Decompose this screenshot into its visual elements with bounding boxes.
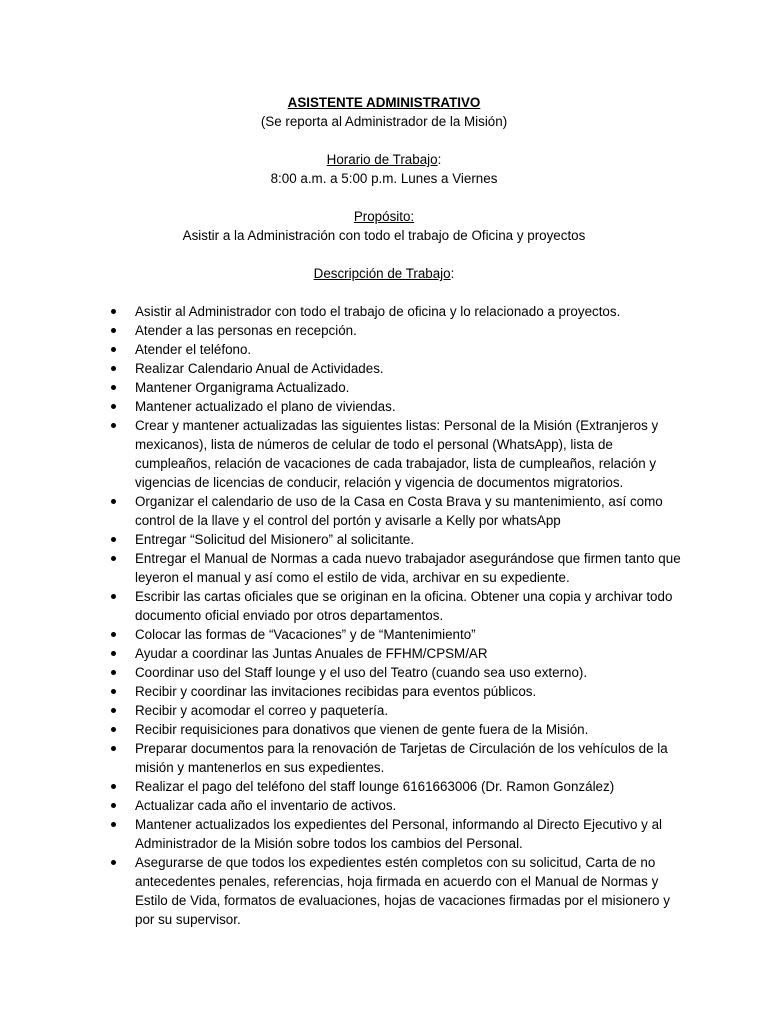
duty-text: Crear y mantener actualizadas las siguientes listas: Personal de la Misión (Extranjeros y mexicanos), lista de números de celular de todo el personal (WhatsApp), lista de cumpleaños, relación de vacaciones de cada trabajador, lista de cumpleaños, relación y vigencias de licencias de conducir, relación y vigencia de documentos migratorios. xyxy=(135,418,659,490)
duty-item xyxy=(135,416,683,492)
duty-text: Colocar las formas de “Vacaciones” y de “Mantenimiento” xyxy=(135,627,476,642)
bullet-icon xyxy=(111,651,116,656)
duty-item xyxy=(135,587,683,625)
duty-text: Actualizar cada año el inventario de activos. xyxy=(135,798,397,813)
duty-item xyxy=(135,530,683,549)
duty-text: Atender el teléfono. xyxy=(135,342,252,357)
bullet-icon xyxy=(111,784,116,789)
bullet-icon xyxy=(111,632,116,637)
bullet-icon xyxy=(111,594,116,599)
description-heading xyxy=(0,264,768,283)
purpose-value: Asistir a la Administración con todo el trabajo de Oficina y proyectos xyxy=(182,228,586,243)
duty-text: Recibir requisiciones para donativos que vienen de gente fuera de la Misión. xyxy=(135,722,589,737)
bullet-icon xyxy=(111,328,116,333)
bullet-icon xyxy=(111,347,116,352)
bullet-icon xyxy=(111,385,116,390)
duty-text: Mantener Organigrama Actualizado. xyxy=(135,380,350,395)
bullet-icon xyxy=(111,822,116,827)
bullet-icon xyxy=(111,689,116,694)
duty-text: Recibir y acomodar el correo y paquetería. xyxy=(135,703,389,718)
duty-text: Organizar el calendario de uso de la Casa en Costa Brava y su mantenimiento, así como control de la llave y el control del portón y avisarle a Kelly por whatsApp xyxy=(135,494,663,528)
bullet-icon xyxy=(111,556,116,561)
duty-text: Entregar el Manual de Normas a cada nuevo trabajador asegurándose que firmen tanto que leyeron el manual y así como el estilo de vida, archivar en su expediente. xyxy=(135,551,681,585)
bullet-icon xyxy=(111,670,116,675)
duty-text: Asegurarse de que todos los expedientes estén completos con su solicitud, Carta de no antecedentes penales, referencias, hoja firmada en acuerdo con el Manual de Normas y Estilo de Vida, formatos de evaluaciones, hojas de vacaciones firmadas por el misionero y por su supervisor. xyxy=(135,855,670,927)
duty-item xyxy=(135,701,683,720)
duty-item xyxy=(135,796,683,815)
description-heading-label: Descripción de Trabajo xyxy=(313,266,451,281)
duty-item xyxy=(135,549,683,587)
duty-item xyxy=(135,644,683,663)
duties-list xyxy=(135,302,683,929)
duty-text: Entregar “Solicitud del Misionero” al solicitante. xyxy=(135,532,415,547)
duty-text: Mantener actualizado el plano de viviendas. xyxy=(135,399,396,414)
bullet-icon xyxy=(111,404,116,409)
duty-item xyxy=(135,777,683,796)
duty-item xyxy=(135,663,683,682)
bullet-icon xyxy=(111,423,116,428)
description-heading-colon: : xyxy=(450,266,455,281)
duty-text: Coordinar uso del Staff lounge y el uso del Teatro (cuando sea uso externo). xyxy=(135,665,588,680)
document-subtitle: (Se reporta al Administrador de la Misión) xyxy=(260,114,508,129)
schedule-heading-colon: : xyxy=(437,152,442,167)
bullet-icon xyxy=(111,708,116,713)
duty-item xyxy=(135,340,683,359)
bullet-icon xyxy=(111,499,116,504)
duty-item xyxy=(135,720,683,739)
bullet-icon xyxy=(111,537,116,542)
duty-item xyxy=(135,815,683,853)
bullet-icon xyxy=(111,860,116,865)
duty-item xyxy=(135,359,683,378)
duty-item xyxy=(135,682,683,701)
duty-text: Ayudar a coordinar las Juntas Anuales de FFHM/CPSM/AR xyxy=(135,646,488,661)
purpose-heading xyxy=(0,207,768,226)
duty-text: Mantener actualizados los expedientes del Personal, informando al Directo Ejecutivo y al Administrador de la Misión sobre todos los cambios del Personal. xyxy=(135,817,662,851)
duty-text: Realizar Calendario Anual de Actividades. xyxy=(135,361,384,376)
schedule-heading-label: Horario de Trabajo xyxy=(326,152,438,167)
duty-text: Asistir al Administrador con todo el trabajo de oficina y lo relacionado a proyectos. xyxy=(135,304,621,319)
duty-item xyxy=(135,853,683,929)
bullet-icon xyxy=(111,309,116,314)
duty-item xyxy=(135,321,683,340)
bullet-icon xyxy=(111,803,116,808)
duty-item xyxy=(135,397,683,416)
schedule-value: 8:00 a.m. a 5:00 p.m. Lunes a Viernes xyxy=(270,171,498,186)
duty-text: Escribir las cartas oficiales que se originan en la oficina. Obtener una copia y archivar todo documento oficial enviado por otros departamentos. xyxy=(135,589,673,623)
duty-item xyxy=(135,625,683,644)
document-title: ASISTENTE ADMINISTRATIVO xyxy=(287,95,481,110)
duty-text: Realizar el pago del teléfono del staff lounge 6161663006 (Dr. Ramon González) xyxy=(135,779,615,794)
duty-text: Recibir y coordinar las invitaciones recibidas para eventos públicos. xyxy=(135,684,537,699)
schedule-heading xyxy=(0,150,768,169)
duty-text: Atender a las personas en recepción. xyxy=(135,323,357,338)
duty-text: Preparar documentos para la renovación de Tarjetas de Circulación de los vehículos de la misión y mantenerlos en sus expedientes. xyxy=(135,741,668,775)
bullet-icon xyxy=(111,366,116,371)
duty-item xyxy=(135,739,683,777)
bullet-icon xyxy=(111,727,116,732)
purpose-heading-label: Propósito: xyxy=(353,209,415,224)
bullet-icon xyxy=(111,746,116,751)
duty-item xyxy=(135,302,683,321)
duty-item xyxy=(135,378,683,397)
duty-item xyxy=(135,492,683,530)
